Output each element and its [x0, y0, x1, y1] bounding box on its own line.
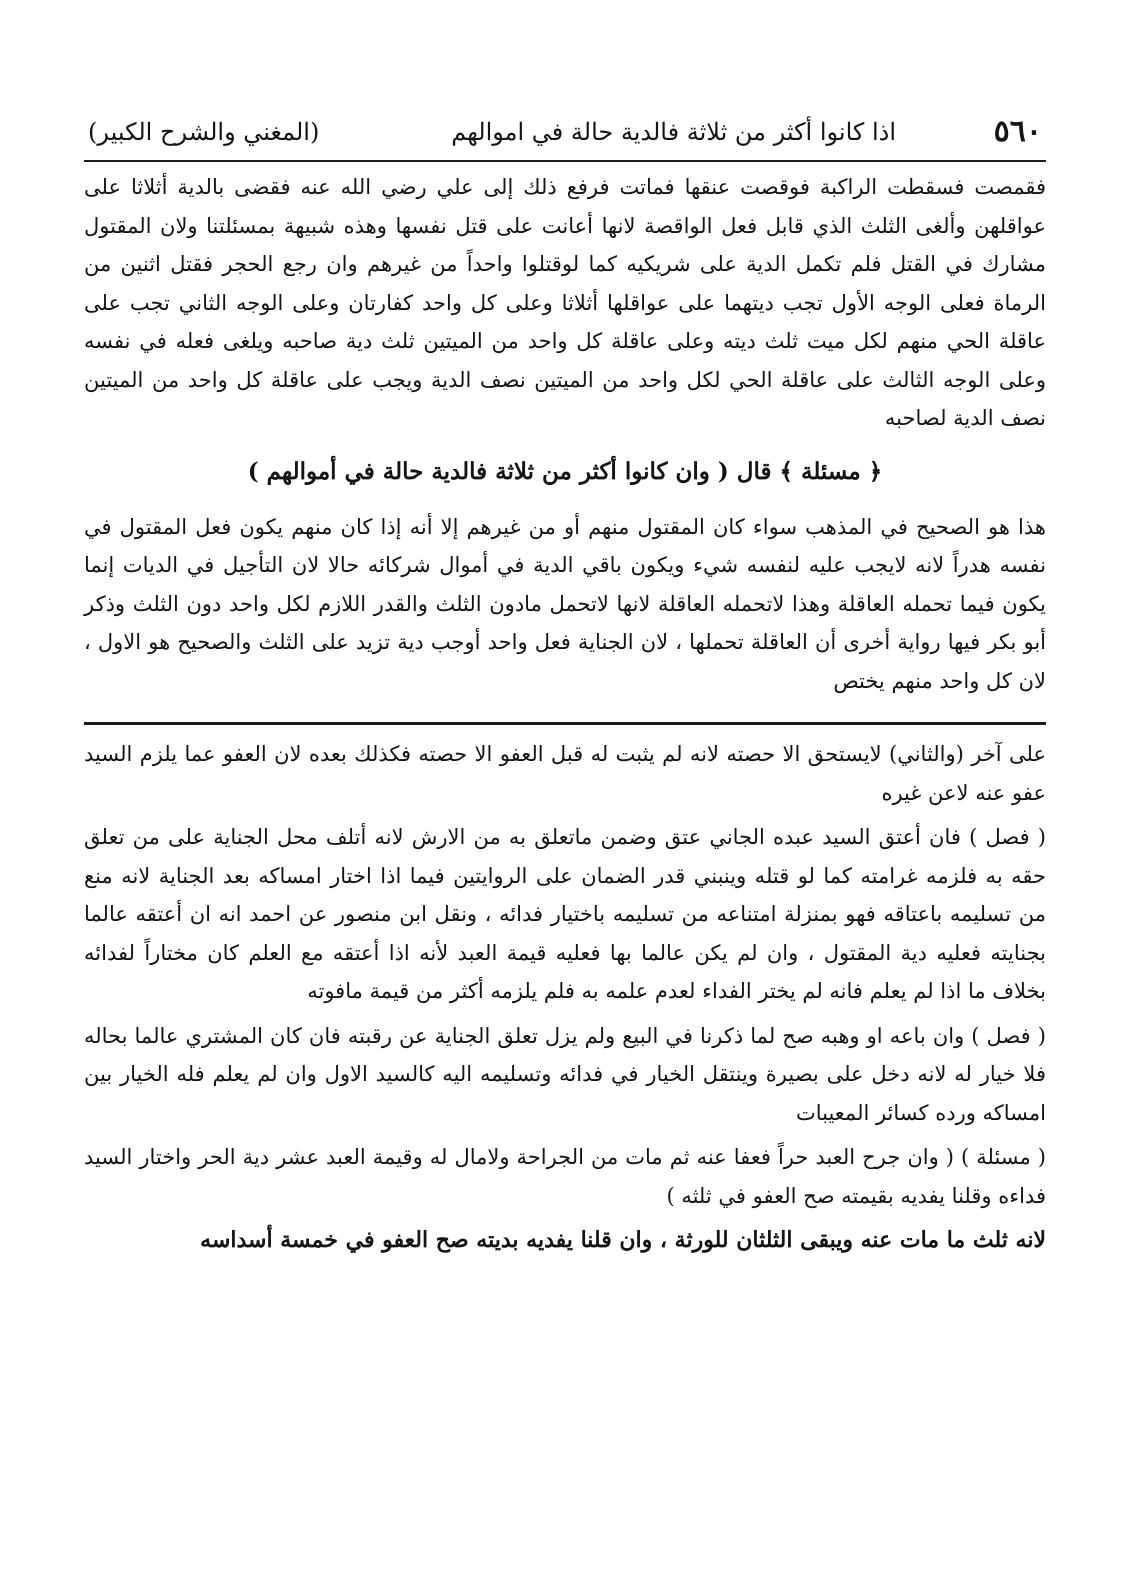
commentary-paragraph-2: ( فصل ) فان أعتق السيد عبده الجاني عتق وضمن ماتعلق به من الارش لانه أتلف محل الجناية على من تعلق حقه به فلزمه غرامته كما لو قتله وينبني قدر الضمان على الروايتين فيما اذا اختار امساكه بعد الجناية لانه منع من تسليمه باعتاقه فهو بمنزلة امتناعه من تسليمه باختيار فدائه ، ونقل ابن منصور عن احمد انه ان أعتقه عالما بجنايته فعليه دية المقتول ، وان لم يكن عالما بها فعليه قيمة العبد لأنه اذا أعتقه مع العلم كان مختاراً لفدائه بخلاف ما اذا لم يعلم فانه لم يختر الفداء لعدم علمه به فلم يلزمه أكثر من قيمة مافوته [84, 825, 1046, 1003]
running-title: اذا كانوا أكثر من ثلاثة فالدية حالة في اموالهم [451, 118, 896, 146]
page-number: ٥٦٠ [993, 114, 1042, 149]
commentary-paragraph-3: ( فصل ) وان باعه او وهبه صح لما ذكرنا في البيع ولم يزل تعلق الجناية عن رقبته فان كان المشتري عالما بحاله فلا خيار له لانه دخل على بصيرة وينتقل الخيار في فدائه وتسليمه اليه كالسيد الاول وان لم يعلم فله الخيار بين امساكه ورده كسائر المعيبات [84, 1023, 1046, 1125]
masala-heading [84, 450, 1046, 494]
final-paragraph: لانه ثلث ما مات عنه ويبقى الثلثان للورثة ، وان قلنا يفديه بديته صح العفو في خمسة أسداسه [200, 1227, 1046, 1253]
commentary-block [84, 735, 1046, 1260]
upper-text-block [84, 168, 1046, 438]
page-header [84, 108, 1046, 162]
masala-label: مسئلة [800, 457, 861, 485]
upper-paragraph: فقمصت فسقطت الراكبة فوقصت عنقها فماتت فرفع ذلك إلى علي رضي الله عنه فقضى بالدية أثلاثا على عواقلهن وألغى الثلث الذي قابل فعل الواقصة لانها أعانت على قتل نفسها وهذه شبيهة بمسئلتنا ولان المقتول مشارك في القتل فلم تكمل الدية على شريكيه كما لوقتلوا واحداً من غيرهم وان رجع الحجر فقتل اثنين من الرماة فعلى الوجه الأول تجب ديتهما على عواقلها أثلاثا وعلى كل واحد كفارتان وعلى الوجه الثاني تجب على عاقلة الحي منهم لكل ميت ثلث ديته وعلى عاقلة كل واحد من الميتين ثلث دية صاحبه ويلغى فعله في نفسه وعلى الوجه الثالث على عاقلة الحي لكل واحد من الميتين نصف الدية ويجب على عاقلة كل واحد من الميتين نصف الدية لصاحبه [84, 175, 1046, 430]
masala-paragraph: هذا هو الصحيح في المذهب سواء كان المقتول منهم أو من غيرهم إلا أنه إذا كان منهم يكون فعل المقتول في نفسه هدراً لانه لايجب عليه لنفسه شيء ويكون باقي الدية في أموال شركائه حالا لان التأجيل في الديات إنما يكون فيما تحمله العاقلة وهذا لاتحمله العاقلة لانها لاتحمل مادون الثلث والقدر اللازم لكل واحد دون الثلث وذكر أبو بكر فيها رواية أخرى أن العاقلة تحملها ، لان الجناية فعل واحد أوجب دية تزيد على الثلث والصحيح هو الاول ، لان كل واحد منهم يختص [84, 514, 1046, 693]
commentary-paragraph-4: ( مسئلة ) ( وان جرح العبد حراً فعفا عنه ثم مات من الجراحة ولامال له وقيمة العبد عشر دية الحر واختار السيد فداءه وقلنا يفديه بقيمته صح العفو في ثلثه ) [84, 1145, 1046, 1208]
masala-text: قال ( وان كانوا أكثر من ثلاثة فالدية حالة في أموالهم ) [247, 457, 772, 485]
ornament-close-bracket: ﴾ [779, 457, 793, 485]
document-page [84, 108, 1046, 1266]
masala-text-block [84, 508, 1046, 701]
section-divider [84, 722, 1046, 725]
commentary-paragraph-1: على آخر (والثاني) لايستحق الا حصته لانه لم يثبت له قبل العفو الا حصته فكذلك بعده لان العفو عما يلزم السيد عفو عنه لاعن غيره [84, 742, 1046, 805]
ornament-open-bracket: ﴿ [868, 457, 883, 485]
book-title: (المغني والشرح الكبير) [88, 118, 320, 146]
